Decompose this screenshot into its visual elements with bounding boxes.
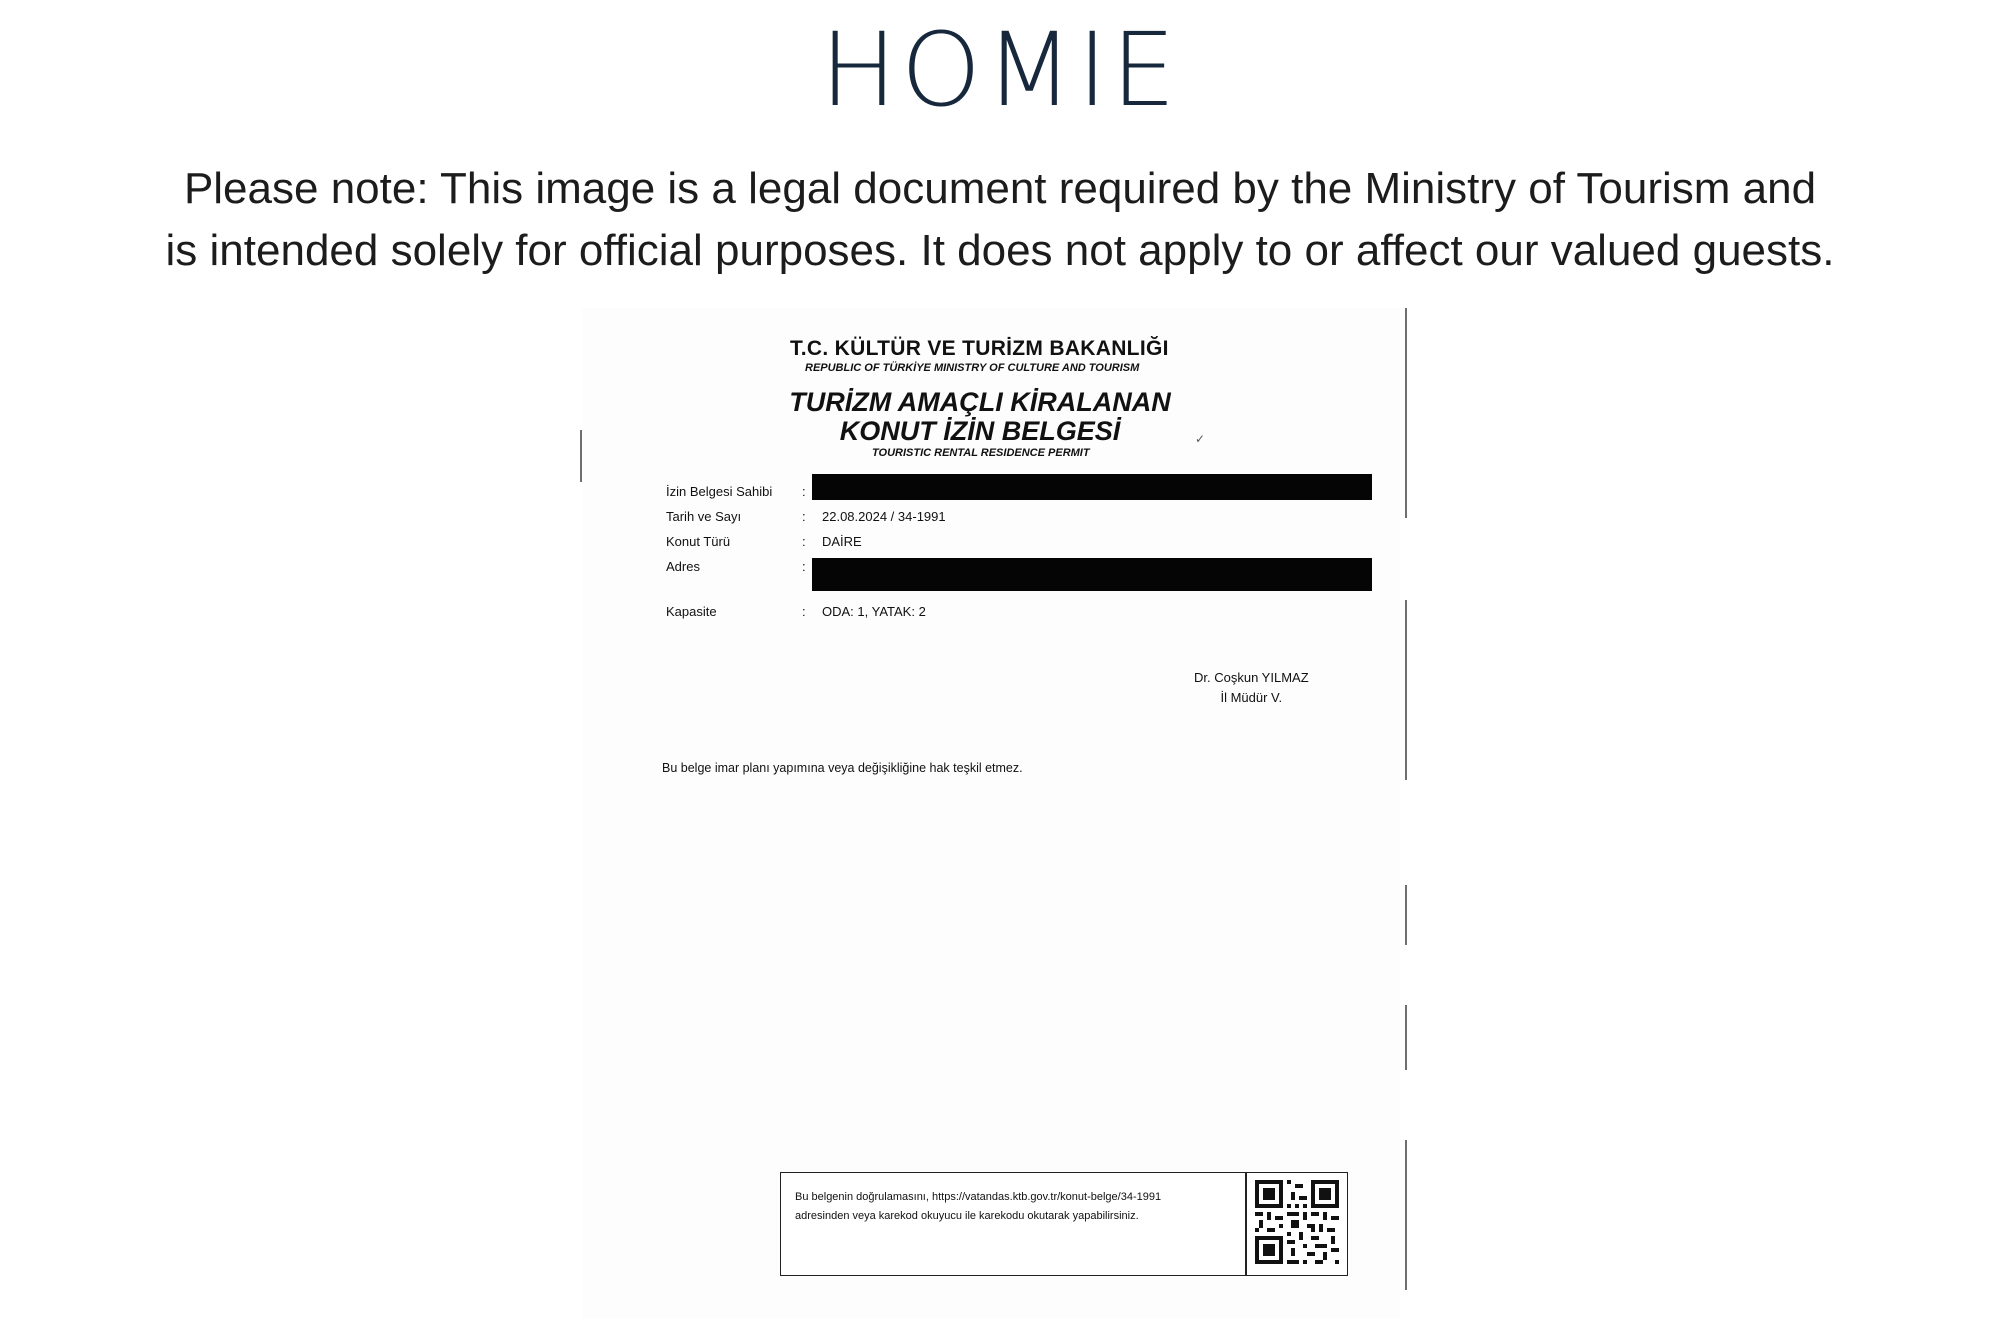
qr-code-icon xyxy=(1255,1180,1339,1264)
scan-edge-right xyxy=(1405,600,1407,780)
verification-line-2: adresinden veya karekod okuyucu ile karekodu okutarak yapabilirsiniz. xyxy=(795,1210,1139,1222)
legal-footnote: Bu belge imar planı yapımına veya değişikliğine hak teşkil etmez. xyxy=(662,761,1023,775)
field-value-type: DAİRE xyxy=(822,534,862,549)
field-label-date: Tarih ve Sayı xyxy=(666,509,742,524)
signatory xyxy=(1194,668,1309,708)
verification-line-1: Bu belgenin doğrulamasını, https://vatandas.ktb.gov.tr/konut-belge/34-1991 xyxy=(795,1191,1162,1203)
permit-title-line-2: KONUT İZİN BELGESİ xyxy=(839,416,1121,446)
scan-edge-right xyxy=(1405,308,1407,518)
scan-edge-right xyxy=(1405,1140,1407,1290)
field-value-capacity: ODA: 1, YATAK: 2 xyxy=(822,604,926,619)
field-colon: : xyxy=(802,484,806,499)
signatory-name: Dr. Coşkun YILMAZ xyxy=(1194,670,1309,685)
verification-text xyxy=(795,1188,1161,1226)
permit-title-line-1: TURİZM AMAÇLI KİRALANAN xyxy=(789,387,1171,417)
disclaimer-line-2: is intended solely for official purposes. It does not apply to or affect our valued guests. xyxy=(165,226,1835,275)
brand-logo: HOMIE xyxy=(820,11,1180,130)
scan-edge-right xyxy=(1405,1005,1407,1070)
field-colon: : xyxy=(802,604,806,619)
scan-edge-left xyxy=(580,430,582,482)
permit-document xyxy=(582,308,1400,1318)
verification-divider xyxy=(1245,1172,1247,1276)
field-label-type: Konut Türü xyxy=(666,534,731,549)
pen-mark: ✓ xyxy=(1195,432,1206,446)
redacted-owner xyxy=(812,474,1372,500)
permit-title-en: TOURISTIC RENTAL RESIDENCE PERMIT xyxy=(872,447,1090,459)
field-colon: : xyxy=(802,559,806,574)
ministry-heading: T.C. KÜLTÜR VE TURİZM BAKANLIĞI xyxy=(790,337,1169,360)
redacted-address xyxy=(812,558,1372,591)
field-label-owner: İzin Belgesi Sahibi xyxy=(666,484,773,499)
field-colon: : xyxy=(802,534,806,549)
scan-edge-right xyxy=(1405,885,1407,945)
field-value-date: 22.08.2024 / 34-1991 xyxy=(822,509,946,524)
disclaimer-note xyxy=(150,158,1850,282)
permit-title xyxy=(760,388,1200,446)
signatory-title: İl Müdür V. xyxy=(1220,690,1283,705)
field-label-address: Adres xyxy=(666,559,700,574)
disclaimer-line-1: Please note: This image is a legal document required by the Ministry of Tourism and xyxy=(183,164,1817,213)
ministry-heading-en: REPUBLIC OF TÜRKİYE MINISTRY OF CULTURE AND TOURISM xyxy=(805,362,1140,374)
field-label-capacity: Kapasite xyxy=(666,604,717,619)
field-colon: : xyxy=(802,509,806,524)
